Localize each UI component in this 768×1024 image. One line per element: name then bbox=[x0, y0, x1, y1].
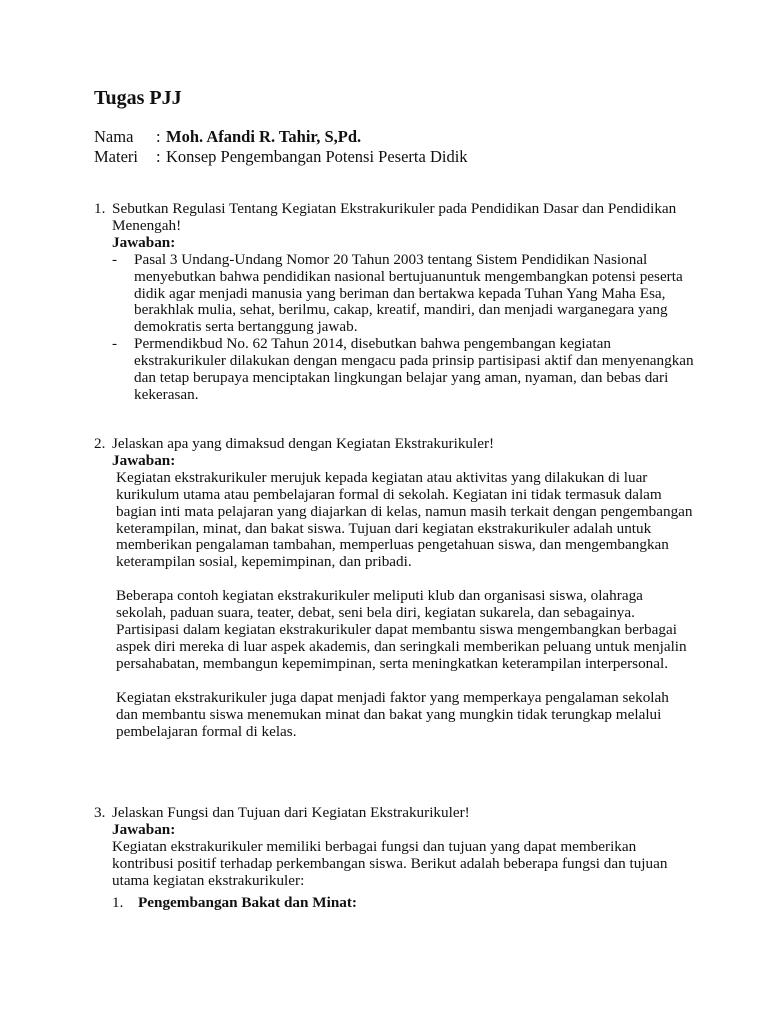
answer-label: Jawaban: bbox=[112, 233, 176, 251]
page-title: Tugas PJJ bbox=[94, 87, 182, 109]
answer-paragraph: Beberapa contoh kegiatan ekstrakurikuler meliputi klub dan organisasi siswa, olahraga sekolah, paduan suara, teater, debat, seni bela diri, kegiatan sukarela, dan sebagainya. Partisipasi dalam kegiatan ekstrakurikuler dapat membantu siswa mengembangkan berbagai aspek diri mereka di luar aspek akademis, dan seringkali memberikan peluang untuk menjalin persahabatan, membangun kepemimpinan, serta meningkatkan keterampilan interpersonal. bbox=[116, 587, 687, 672]
colon: : bbox=[156, 127, 161, 146]
sub-item-title: Pengembangan Bakat dan Minat: bbox=[138, 893, 357, 911]
bullet-text: Permendikbud No. 62 Tahun 2014, disebutkan bahwa pengembangan kegiatan ekstrakurikuler dilakukan dengan mengacu pada prinsip partisipasi aktif dan menyenangkan dan tetap berupaya menciptakan lingkungan belajar yang aman, nyaman, dan bebas dari kekerasan. bbox=[134, 335, 694, 403]
nama-value: Moh. Afandi R. Tahir, S,Pd. bbox=[166, 127, 362, 146]
answer-label: Jawaban: bbox=[112, 451, 176, 469]
answer-paragraph: Kegiatan ekstrakurikuler merujuk kepada kegiatan atau aktivitas yang dilakukan di luar kurikulum utama atau pembelajaran formal di sekolah. Kegiatan ini tidak termasuk dalam bagian inti mata pelajaran yang diajarkan di kelas, namun masih terkait dengan pengembangan keterampilan, minat, dan bakat siswa. Tujuan dari kegiatan ekstrakurikuler adalah untuk memberikan pengalaman tambahan, memperluas pengetahuan siswa, dan mengembangkan keterampilan sosial, kepemimpinan, dan pribadi. bbox=[116, 468, 693, 571]
materi-value: Konsep Pengembangan Potensi Peserta Didik bbox=[166, 147, 468, 166]
materi-label: Materi bbox=[94, 147, 138, 166]
bullet-item bbox=[112, 252, 694, 337]
bullet-dash: - bbox=[112, 250, 118, 268]
question-number: 1. bbox=[94, 200, 106, 217]
sub-item-number: 1. bbox=[112, 893, 124, 911]
nama-label: Nama bbox=[94, 127, 134, 146]
sub-list-item bbox=[112, 895, 694, 912]
question-text: Jelaskan Fungsi dan Tujuan dari Kegiatan Ekstrakurikuler! bbox=[112, 804, 470, 821]
answer-paragraph: Kegiatan ekstrakurikuler juga dapat menjadi faktor yang memperkaya pengalaman sekolah dan membantu siswa menemukan minat dan bakat yang mungkin tidak terungkap melalui pembelajaran formal di kelas. bbox=[116, 688, 669, 740]
bullet-dash: - bbox=[112, 335, 118, 353]
answer-label: Jawaban: bbox=[112, 820, 176, 838]
header-meta bbox=[94, 127, 468, 167]
question-text: Sebutkan Regulasi Tentang Kegiatan Ekstrakurikuler pada Pendidikan Dasar dan Pendidikan Menengah! bbox=[112, 200, 677, 234]
question-2 bbox=[94, 436, 694, 741]
question-number: 2. bbox=[94, 435, 106, 452]
question-1 bbox=[94, 201, 694, 404]
question-3 bbox=[94, 805, 694, 911]
answer-paragraph: Kegiatan ekstrakurikuler memiliki berbagai fungsi dan tujuan yang dapat memberikan kontribusi positif terhadap perkembangan siswa. Berikut adalah beberapa fungsi dan tujuan utama kegiatan ekstrakurikuler: bbox=[112, 837, 668, 889]
bullet-text: Pasal 3 Undang-Undang Nomor 20 Tahun 2003 tentang Sistem Pendidikan Nasional menyebutkan bahwa pendidikan nasional bertujuanuntuk mengembangkan potensi peserta didik agar menjadi manusia yang beriman dan bertakwa kepada Tuhan Yang Maha Esa, berakhlak mulia, sehat, berilmu, cakap, kreatif, mandiri, dan menjadi warganegara yang demokratis serta bertanggung jawab. bbox=[134, 250, 683, 336]
materi-row bbox=[94, 147, 468, 167]
nama-row bbox=[94, 127, 468, 147]
question-text: Jelaskan apa yang dimaksud dengan Kegiatan Ekstrakurikuler! bbox=[112, 435, 495, 452]
bullet-item bbox=[112, 336, 694, 404]
colon: : bbox=[156, 147, 161, 166]
question-number: 3. bbox=[94, 804, 106, 821]
